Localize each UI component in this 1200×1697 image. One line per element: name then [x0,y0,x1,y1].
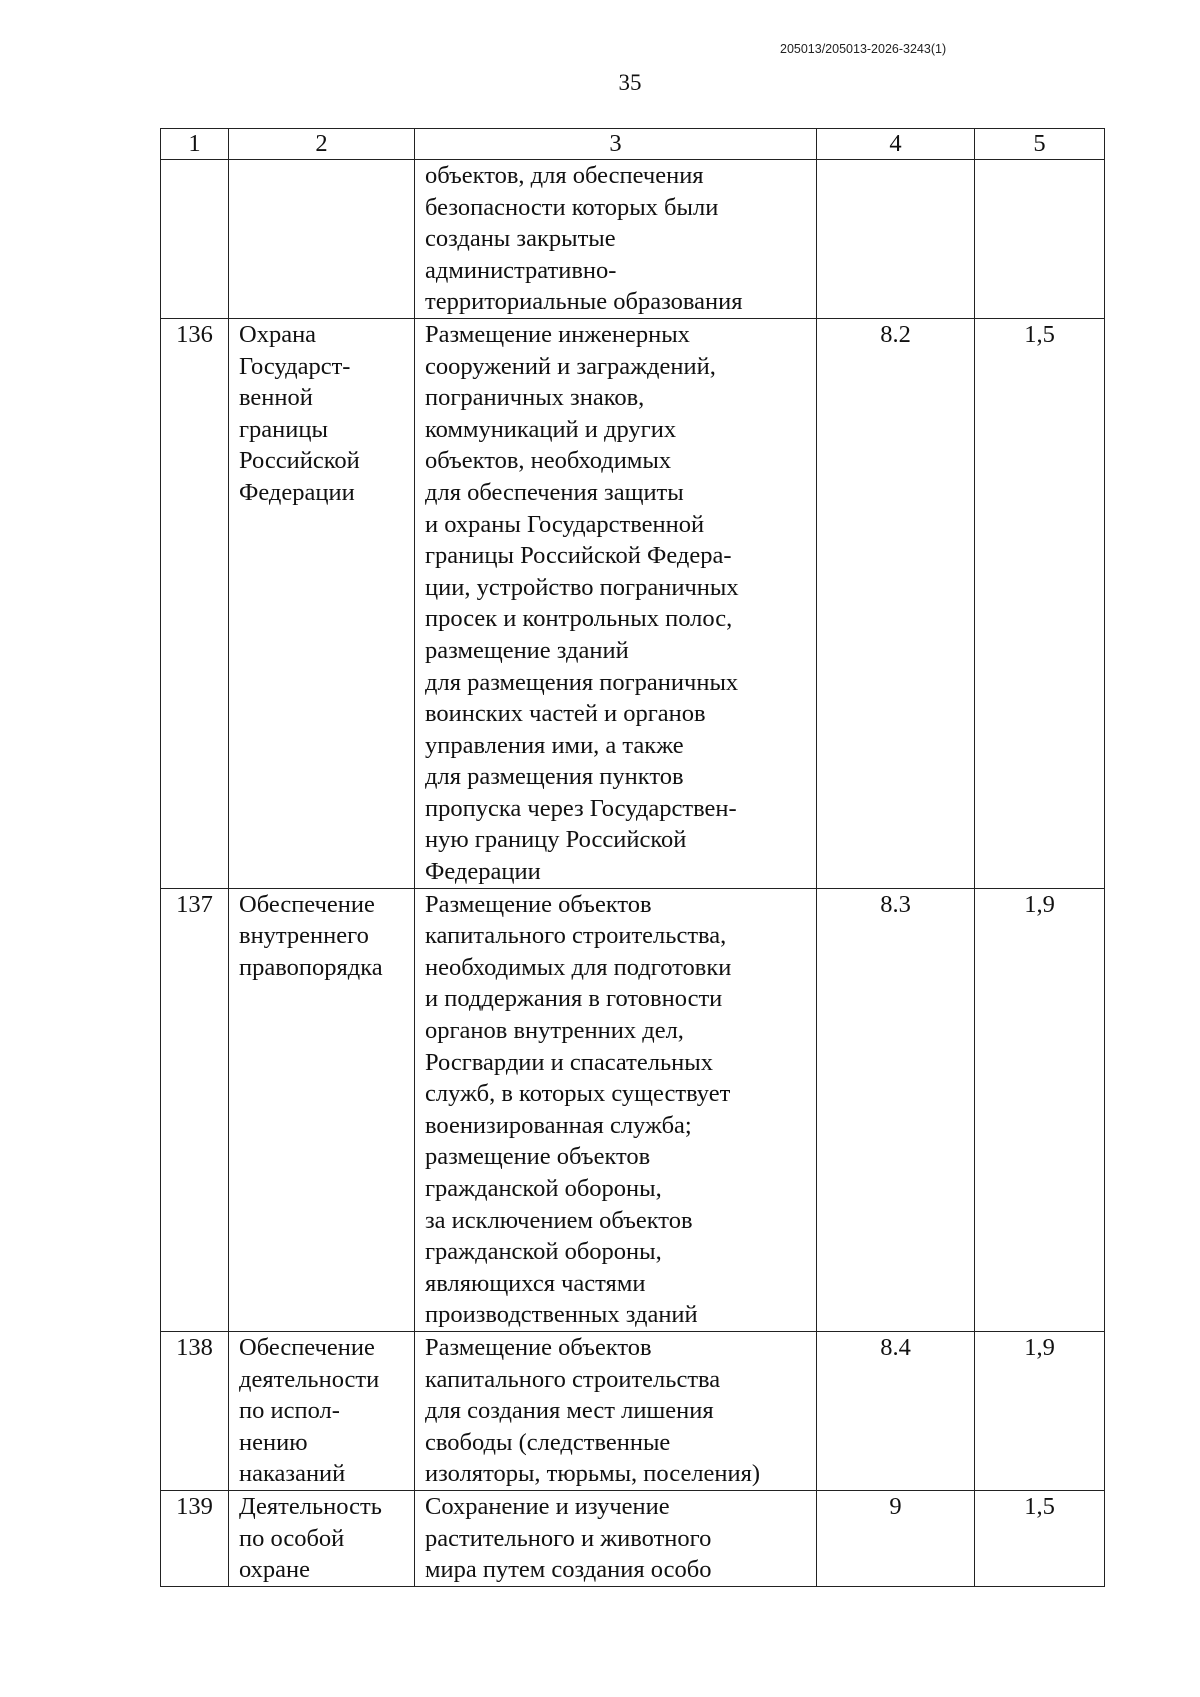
column-header: 2 [229,129,415,160]
coefficient: 1,5 [975,318,1105,888]
table-row [161,1331,1105,1490]
activity-description: Сохранение и изучение растительного и животного мира путем создания особо [415,1490,817,1586]
activity-name [229,160,415,319]
classifier-code: 8.4 [817,1331,975,1490]
table-row [161,318,1105,888]
classifier-code [817,160,975,319]
activity-name: Обеспечение внутреннего правопорядка [229,888,415,1331]
row-number [161,160,229,319]
activity-description: объектов, для обеспечения безопасности которых были созданы закрытые административно- территориальные образования [415,160,817,319]
activity-description: Размещение объектов капитального строительства, необходимых для подготовки и поддержания в готовности органов внутренних дел, Росгвардии и спасательных служб, в которых существует военизированная служба; размещение объектов гражданской обороны, за исключением объектов гражданской обороны, являющихся частями производственных зданий [415,888,817,1331]
coefficient: 1,9 [975,1331,1105,1490]
classifier-code: 8.2 [817,318,975,888]
activity-name: Обеспечение деятельности по испол- нению наказаний [229,1331,415,1490]
coefficient [975,160,1105,319]
classifier-code: 9 [817,1490,975,1586]
row-number: 137 [161,888,229,1331]
column-header: 4 [817,129,975,160]
column-header: 3 [415,129,817,160]
coefficient: 1,9 [975,888,1105,1331]
row-number: 136 [161,318,229,888]
table-header-row [161,129,1105,160]
table-row [161,1490,1105,1586]
table-row [161,160,1105,319]
activity-description: Размещение инженерных сооружений и заграждений, пограничных знаков, коммуникаций и других объектов, необходимых для обеспечения защиты и охраны Государственной границы Российской Федера- ции, устройство пограничных просек и контрольных полос, размещение зданий для размещения пограничных воинских частей и органов управления ими, а также для размещения пунктов пропуска через Государствен- ную границу Российской Федерации [415,318,817,888]
classifier-code: 8.3 [817,888,975,1331]
land-use-table [160,128,1105,1587]
page-number: 35 [618,70,642,95]
activity-name: Охрана Государст- венной границы Российской Федерации [229,318,415,888]
document-id: 205013/205013-2026-3243(1) [780,42,947,56]
column-header: 1 [161,129,229,160]
column-header: 5 [975,129,1105,160]
table-row [161,888,1105,1331]
row-number: 139 [161,1490,229,1586]
row-number: 138 [161,1331,229,1490]
activity-name: Деятельность по особой охране [229,1490,415,1586]
activity-description: Размещение объектов капитального строительства для создания мест лишения свободы (следственные изоляторы, тюрьмы, поселения) [415,1331,817,1490]
coefficient: 1,5 [975,1490,1105,1586]
